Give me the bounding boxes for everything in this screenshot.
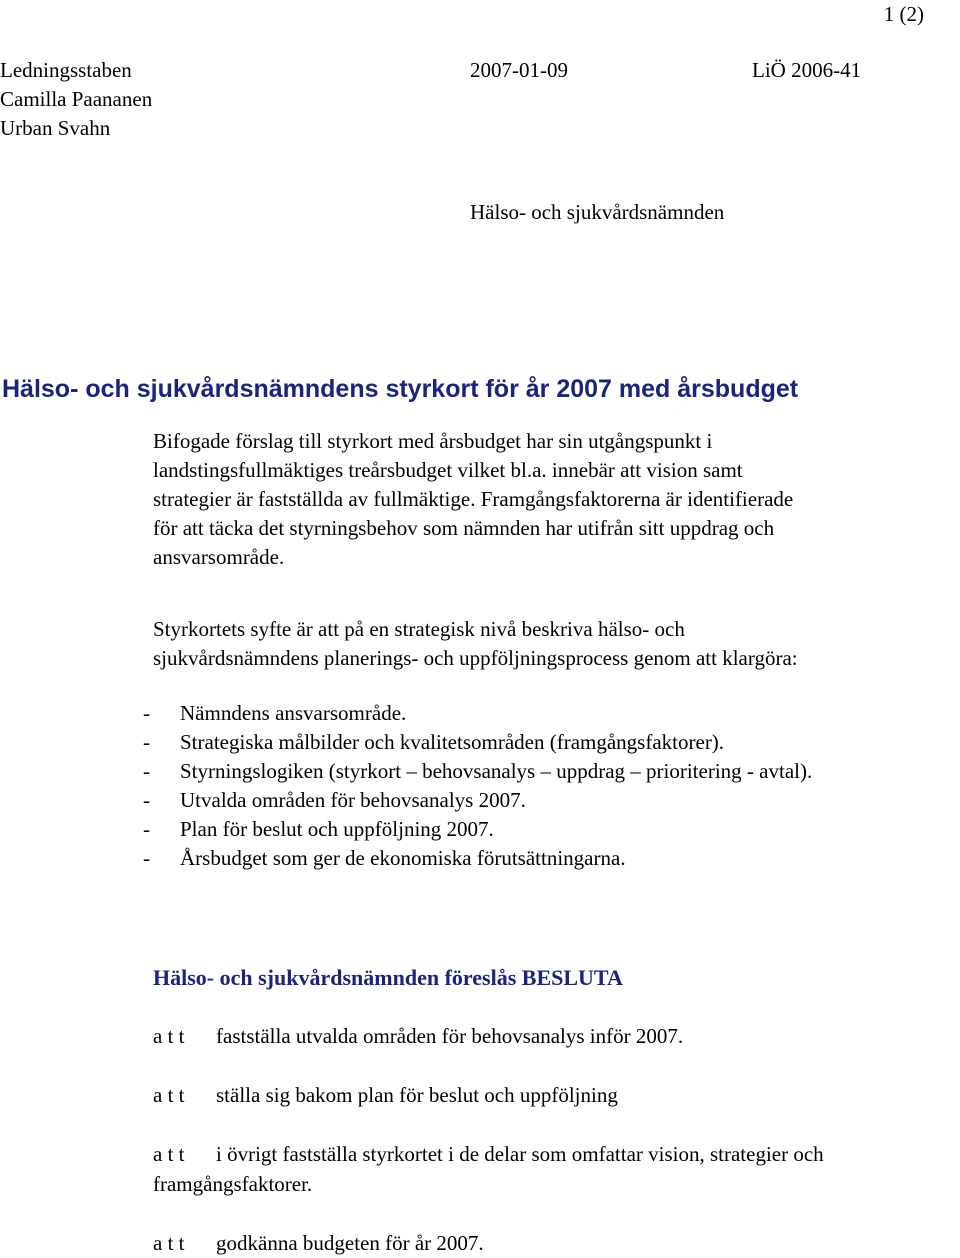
decision-text: i övrigt fastställa styrkortet i de delar som omfattar vision, strategier och <box>216 1142 824 1166</box>
bullet-dash: - <box>143 701 150 725</box>
att-label: a t t <box>153 1083 185 1107</box>
decision-heading <box>153 963 623 992</box>
header-reference: LiÖ 2006-41 <box>752 58 862 82</box>
att-label: a t t <box>153 1142 185 1166</box>
decision-text-continued: framgångsfaktorer. <box>153 1172 313 1196</box>
list-item-text: Styrningslogiken (styrkort – behovsanalys – uppdrag – prioritering - avtal). <box>180 759 813 783</box>
intro-paragraph <box>153 427 953 572</box>
intro-line: strategier är fastställda av fullmäktige. Framgångsfaktorerna är identifierade <box>153 487 794 511</box>
intro-line: Bifogade förslag till styrkort med årsbudget har sin utgångspunkt i <box>153 429 713 453</box>
list-item <box>143 786 812 815</box>
page-number: 1 (2) <box>883 2 924 26</box>
list-item <box>143 699 812 728</box>
recipient: Hälso- och sjukvårdsnämnden <box>470 200 725 224</box>
header-author-2: Urban Svahn <box>0 116 111 140</box>
bullet-dash: - <box>143 788 150 812</box>
purpose-line: sjukvårdsnämndens planerings- och uppföljningsprocess genom att klargöra: <box>153 646 798 670</box>
intro-line: landstingsfullmäktiges treårsbudget vilket bl.a. innebär att vision samt <box>153 458 743 482</box>
document-title: Hälso- och sjukvårdsnämndens styrkort för år 2007 med årsbudget <box>2 375 799 403</box>
purpose-paragraph <box>153 615 953 673</box>
att-label: a t t <box>153 1231 185 1255</box>
decision-item <box>153 1228 958 1258</box>
list-item-text: Årsbudget som ger de ekonomiska förutsättningarna. <box>180 846 626 870</box>
decision-text: godkänna budgeten för år 2007. <box>216 1231 484 1255</box>
list-item <box>143 815 812 844</box>
bullet-dash: - <box>143 730 150 754</box>
decision-heading-emphasis: BESLUTA <box>521 965 623 990</box>
list-item <box>143 844 812 873</box>
bullet-dash: - <box>143 846 150 870</box>
bullet-dash: - <box>143 817 150 841</box>
list-item-text: Strategiska målbilder och kvalitetsområden (framgångsfaktorer). <box>180 730 725 754</box>
decision-item <box>153 1139 958 1199</box>
list-item-text: Plan för beslut och uppföljning 2007. <box>180 817 494 841</box>
intro-line: för att täcka det styrningsbehov som nämnden har utifrån sitt uppdrag och <box>153 516 775 540</box>
bullet-list <box>143 699 812 873</box>
decision-item <box>153 1021 958 1051</box>
intro-line: ansvarsområde. <box>153 545 285 569</box>
decision-text: ställa sig bakom plan för beslut och uppföljning <box>216 1083 618 1107</box>
list-item-text: Nämndens ansvarsområde. <box>180 701 407 725</box>
list-item <box>143 757 812 786</box>
list-item-text: Utvalda områden för behovsanalys 2007. <box>180 788 526 812</box>
bullet-dash: - <box>143 759 150 783</box>
decision-heading-text: Hälso- och sjukvårdsnämnden föreslås <box>153 965 522 990</box>
decision-item <box>153 1080 958 1110</box>
list-item <box>143 728 812 757</box>
decision-text: fastställa utvalda områden för behovsanalys inför 2007. <box>216 1024 684 1048</box>
purpose-line: Styrkortets syfte är att på en strategisk nivå beskriva hälso- och <box>153 617 685 641</box>
header-department: Ledningsstaben <box>0 58 132 82</box>
att-label: a t t <box>153 1024 185 1048</box>
header-author-1: Camilla Paananen <box>0 87 153 111</box>
header-date: 2007-01-09 <box>470 58 568 82</box>
